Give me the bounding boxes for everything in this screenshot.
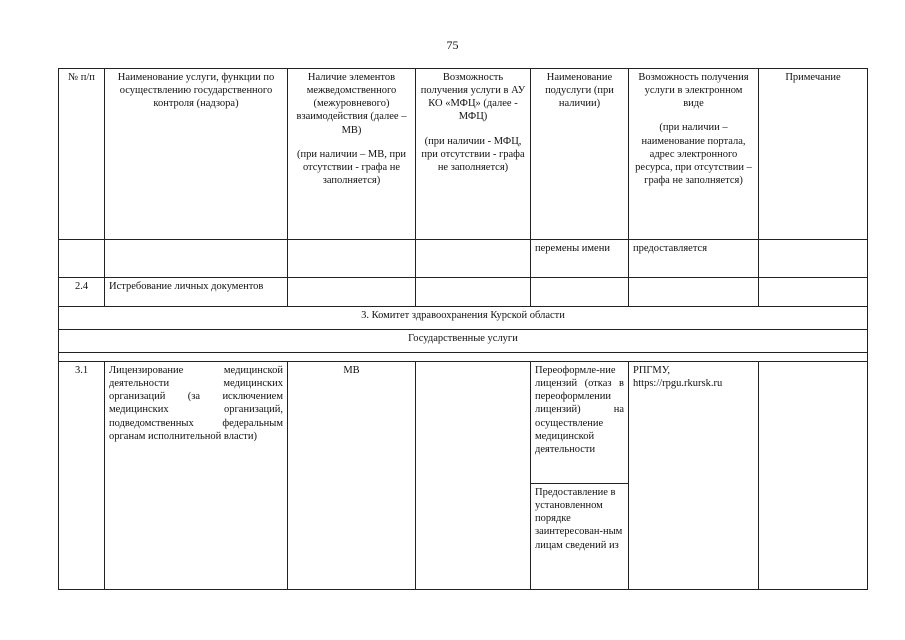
header-electronic-main: Возможность получения услуги в электронном виде [638, 72, 749, 110]
header-mv-note: (при наличии – МВ, при отсутствии - графа не заполняется) [297, 148, 406, 186]
table-row [59, 240, 868, 278]
page-number: 75 [446, 38, 459, 52]
header-electronic-note: (при наличии – наименование портала, адрес электронного ресурса, при отсутствии – графа не заполняется) [635, 122, 752, 186]
cell-empty [105, 240, 288, 278]
cell-electronic: РПГМУ, https://rpgu.rkursk.ru [629, 362, 759, 590]
header-electronic [629, 69, 759, 240]
table-header-row [59, 69, 868, 240]
header-mv [288, 69, 416, 240]
subsection-title: Государственные услуги [59, 330, 868, 353]
spacer-row [59, 353, 868, 362]
cell-empty [288, 240, 416, 278]
header-subservice: Наименование подуслуги (при наличии) [531, 69, 629, 240]
cell-electronic: предоставляется [629, 240, 759, 278]
cell-empty [416, 278, 531, 307]
header-mfc-note: (при наличии - МФЦ, при отсутствии - графа не заполняется) [421, 135, 525, 173]
services-table [58, 68, 868, 590]
table-row [59, 362, 868, 484]
header-mfc-main: Возможность получения услуги в АУ КО «МФЦ» (далее - МФЦ) [420, 72, 526, 123]
header-note: Примечание [759, 69, 868, 240]
cell-subservice: Предоставление в установленном порядке заинтересован-ным лицам сведений из [531, 484, 629, 590]
cell-empty [288, 278, 416, 307]
cell-empty [759, 278, 868, 307]
spacer-cell [59, 353, 868, 362]
cell-empty [629, 278, 759, 307]
cell-mv: МВ [288, 362, 416, 590]
section-row [59, 307, 868, 330]
cell-num: 2.4 [59, 278, 105, 307]
header-mv-main: Наличие элементов межведомственного (межуровневого) взаимодействия (далее – МВ) [296, 72, 407, 136]
header-mfc [416, 69, 531, 240]
cell-service-name: Лицензирование медицинской деятельности медицинских организаций (за исключением медицинских организаций, подведомственных федеральным органам исполнительной власти) [105, 362, 288, 590]
cell-empty [416, 362, 531, 590]
cell-subservice: Переоформле-ние лицензий (отказ в переоформлении лицензий) на осуществление медицинской деятельности [531, 362, 629, 484]
cell-empty [531, 278, 629, 307]
header-num: № п/п [59, 69, 105, 240]
cell-empty [416, 240, 531, 278]
cell-service-name: Истребование личных документов [105, 278, 288, 307]
cell-num: 3.1 [59, 362, 105, 590]
table-row [59, 278, 868, 307]
cell-empty [759, 362, 868, 590]
cell-empty [759, 240, 868, 278]
cell-subservice: перемены имени [531, 240, 629, 278]
cell-empty [59, 240, 105, 278]
header-service-name: Наименование услуги, функции по осуществлению государственного контроля (надзора) [105, 69, 288, 240]
section-title: 3. Комитет здравоохранения Курской области [59, 307, 868, 330]
subsection-row [59, 330, 868, 353]
